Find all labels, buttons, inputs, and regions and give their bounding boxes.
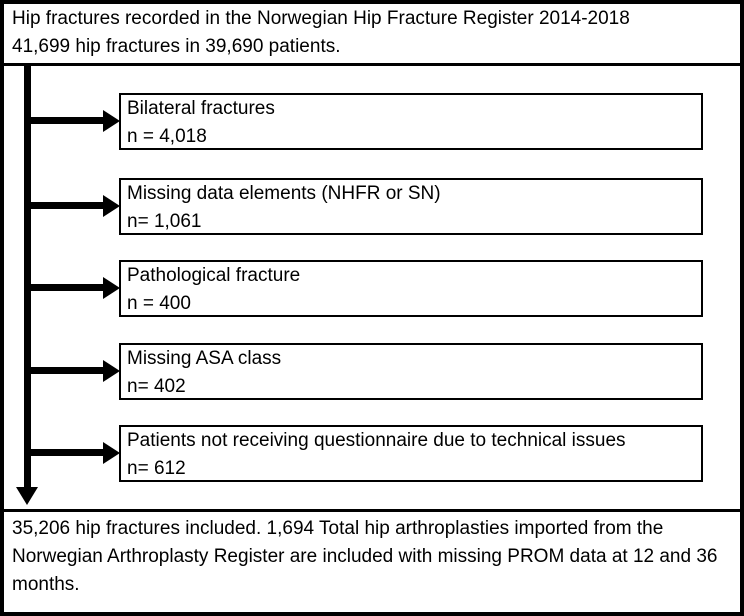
result-text: 35,206 hip fractures included. 1,694 Total hip arthroplasties imported from the Norwegian Arthroplasty Register are included with missing PROM data at 12 and 36 months. xyxy=(12,518,718,595)
exclusion-count: n = 4,018 xyxy=(127,126,207,147)
result-box xyxy=(4,509,740,612)
exclusion-count: n= 1,061 xyxy=(127,211,202,232)
exclusion-label: Pathological fracture xyxy=(127,265,301,286)
exclusion-box-missing-data xyxy=(119,178,703,235)
main-flow-line xyxy=(24,66,31,488)
right-arrowhead-icon xyxy=(103,110,120,132)
branch-arrow-line-2 xyxy=(24,202,106,209)
branch-arrow-line-4 xyxy=(24,367,106,374)
exclusion-box-missing-asa xyxy=(119,343,703,400)
branch-arrow-line-1 xyxy=(24,117,106,124)
branch-arrow-line-5 xyxy=(24,449,106,456)
exclusion-count: n= 402 xyxy=(127,376,186,397)
flow-area xyxy=(4,66,740,509)
right-arrowhead-icon xyxy=(103,277,120,299)
exclusion-label: Missing data elements (NHFR or SN) xyxy=(127,183,441,204)
branch-arrow-line-3 xyxy=(24,284,106,291)
exclusion-label: Bilateral fractures xyxy=(127,98,275,119)
exclusion-count: n= 612 xyxy=(127,458,186,479)
down-arrowhead-icon xyxy=(16,487,38,505)
exclusion-box-pathological xyxy=(119,260,703,317)
exclusion-box-no-questionnaire xyxy=(119,425,703,482)
exclusion-box-bilateral xyxy=(119,93,703,150)
source-title: Hip fractures recorded in the Norwegian Hip Fracture Register 2014-2018 xyxy=(12,8,630,29)
right-arrowhead-icon xyxy=(103,360,120,382)
source-count: 41,699 hip fractures in 39,690 patients. xyxy=(12,36,341,57)
right-arrowhead-icon xyxy=(103,442,120,464)
right-arrowhead-icon xyxy=(103,195,120,217)
exclusion-label: Missing ASA class xyxy=(127,348,282,369)
source-box xyxy=(4,4,740,66)
exclusion-label: Patients not receiving questionnaire due to technical issues xyxy=(127,430,626,451)
exclusion-count: n = 400 xyxy=(127,293,191,314)
